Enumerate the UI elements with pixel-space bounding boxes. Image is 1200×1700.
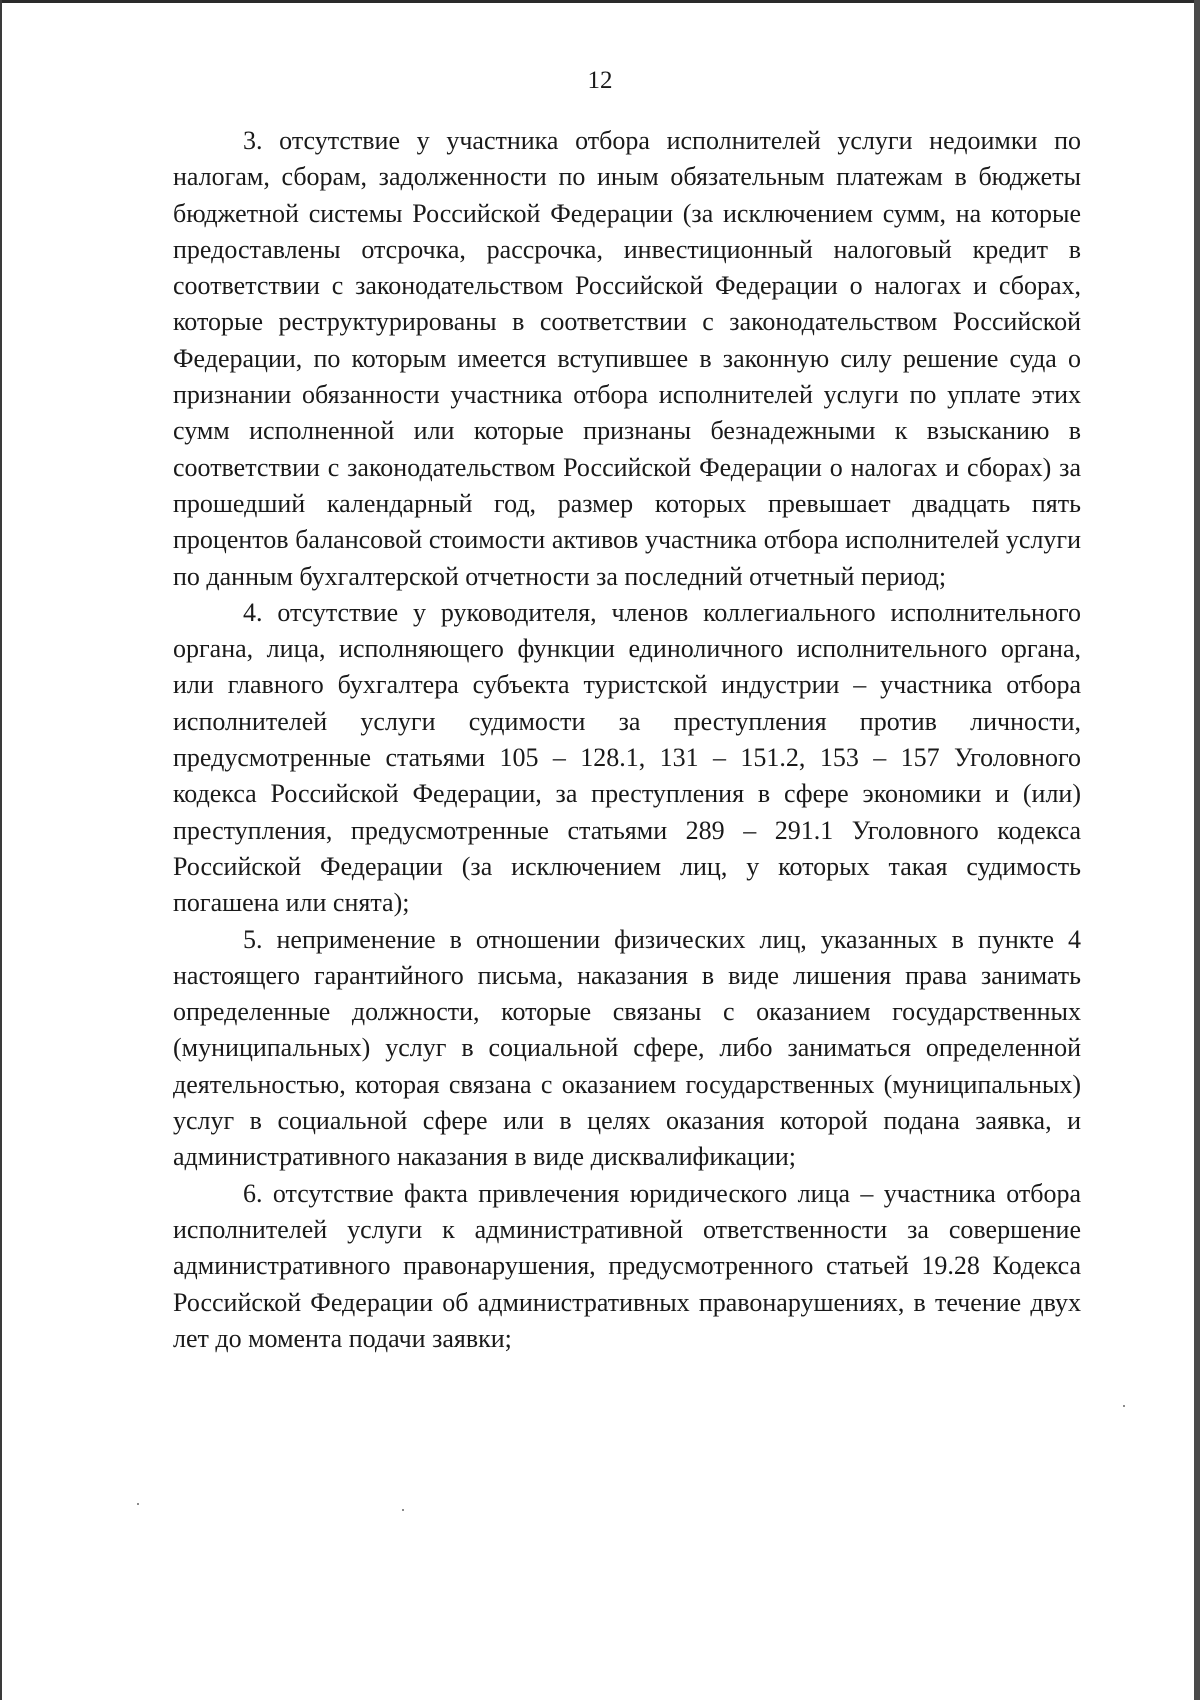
scan-border-left [0,0,2,1700]
paragraph-item-5: 5. неприменение в отношении физических лиц, указанных в пункте 4 настоящего гарантийного письма, наказания в виде лишения права занимать определенные должности, которые связаны с оказанием государственных (муниципальных) услуг в социальной сфере, либо заниматься определенной деятельностью, которая связана с оказанием государственных (муниципальных) услуг в социальной сфере или в целях оказания которой подана заявка, и административного наказания в виде дисквалификации; [173,924,1081,1172]
scan-border-right [1194,0,1200,1700]
scan-border-top [0,0,1200,3]
document-body [173,123,1081,1357]
scan-speck [402,1509,404,1511]
scan-speck [137,1503,139,1505]
page-number: 12 [587,67,613,94]
paragraph-item-3: 3. отсутствие у участника отбора исполнителей услуги недоимки по налогам, сборам, задолженности по иным обязательным платежам в бюджеты бюджетной системы Российской Федерации (за исключением сумм, на которые предоставлены отсрочка, рассрочка, инвестиционный налоговый кредит в соответствии с законодательством Российской Федерации о налогах и сборах, которые реструктурированы в соответствии с законодательством Российской Федерации, по которым имеется вступившее в законную силу решение суда о признании обязанности участника отбора исполнителей услуги по уплате этих сумм исполненной или которые признаны безнадежными к взысканию в соответствии с законодательством Российской Федерации о налогах и сборах) за прошедший календарный год, размер которых превышает двадцать пять процентов балансовой стоимости активов участника отбора исполнителей услуги по данным бухгалтерской отчетности за последний отчетный период; [173,126,1081,591]
paragraph-item-6: 6. отсутствие факта привлечения юридического лица – участника отбора исполнителей услуги к административной ответственности за совершение административного правонарушения, предусмотренного статьей 19.28 Кодекса Российской Федерации об административных правонарушениях, в течение двух лет до момента подачи заявки; [173,1178,1081,1353]
scan-speck [1123,1405,1125,1407]
paragraph-item-4: 4. отсутствие у руководителя, членов коллегиального исполнительного органа, лица, исполняющего функции единоличного исполнительного органа, или главного бухгалтера субъекта туристской индустрии – участника отбора исполнителей услуги судимости за преступления против личности, предусмотренные статьями 105 – 128.1, 131 – 151.2, 153 – 157 Уголовного кодекса Российской Федерации, за преступления в сфере экономики и (или) преступления, предусмотренные статьями 289 – 291.1 Уголовного кодекса Российской Федерации (за исключением лиц, у которых такая судимость погашена или снята); [173,597,1081,918]
